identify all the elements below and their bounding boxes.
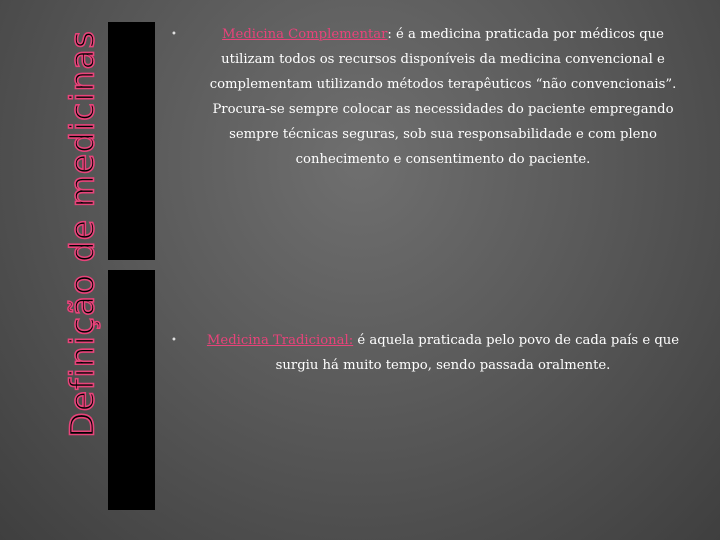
decorative-bar-top xyxy=(108,22,155,260)
definition-complementar: : é a medicina praticada por médicos que utilizam todos os recursos disponíveis da medicina convencional e complementam utilizando métodos terapêuticos “não convencionais”. Procura-se sempre colocar as necessidades do paciente empregando sempre técnicas seguras, sob sua responsabilidade e com pleno conhecimento e consentimento do paciente. xyxy=(209,27,677,167)
slide-title: Definição de medicinas xyxy=(62,30,102,438)
term-complementar: Medicina Complementar xyxy=(222,27,388,42)
bullet-item-complementar xyxy=(168,22,688,172)
definition-tradicional: é aquela praticada pelo povo de cada país e que surgiu há muito tempo, sendo passada oralmente. xyxy=(275,333,680,373)
bullet-icon: • xyxy=(171,29,177,40)
bullet-item-tradicional xyxy=(168,328,688,378)
term-tradicional: Medicina Tradicional: xyxy=(206,333,354,348)
decorative-bar-bottom xyxy=(108,270,155,510)
bullet-icon: • xyxy=(171,335,177,346)
side-title-container xyxy=(52,14,112,454)
bullet-item-text xyxy=(168,22,688,172)
bullet-item-text xyxy=(168,328,688,378)
